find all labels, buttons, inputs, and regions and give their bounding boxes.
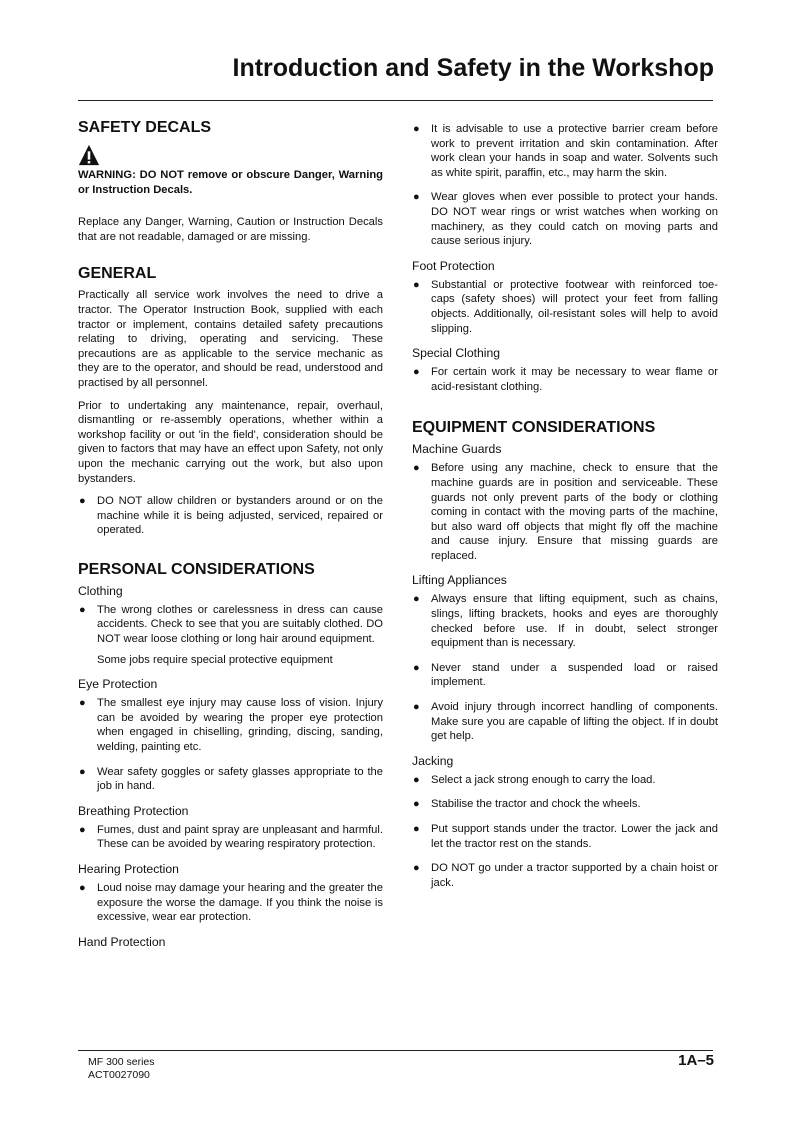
page-number: 1A–5 bbox=[678, 1052, 714, 1069]
safety-decals-heading: SAFETY DECALS bbox=[78, 119, 212, 136]
list-item: ● Stabilise the tractor and chock the wheels. bbox=[413, 798, 641, 811]
personal-considerations-heading: PERSONAL CONSIDERATIONS bbox=[78, 560, 315, 578]
special-clothing-bullets bbox=[412, 365, 718, 394]
hand-protection-heading: Hand Protection bbox=[78, 934, 166, 949]
list-item: ● Always ensure that lifting equipment, such as chains, slings, lifting brackets, hooks and eyes are thoroughly checked before use. If in doubt, select stronger equipment than is necessary. bbox=[413, 593, 718, 650]
list-item: ● Select a jack strong enough to carry the load. bbox=[413, 773, 656, 786]
special-clothing-heading: Special Clothing bbox=[412, 346, 501, 361]
list-item: ● Never stand under a suspended load or raised implement. bbox=[413, 661, 718, 689]
jacking-bullets bbox=[412, 773, 718, 891]
page-title: Introduction and Safety in the Workshop bbox=[232, 54, 714, 82]
safety-decals-warning: WARNING: DO NOT remove or obscure Danger, Warning or Instruction Decals. bbox=[78, 169, 383, 196]
list-item: ● Fumes, dust and paint spray are unpleasant and harmful. These can be avoided by wearing respiratory protection. bbox=[79, 823, 383, 851]
list-item: ● Wear safety goggles or safety glasses appropriate to the job in hand. bbox=[79, 765, 383, 793]
breathing-protection-heading: Breathing Protection bbox=[78, 803, 189, 818]
machine-guards-bullets bbox=[412, 461, 718, 563]
lifting-appliances-bullets bbox=[412, 592, 718, 743]
list-item: ● Put support stands under the tractor. Lower the jack and let the tractor rest on the stands. bbox=[413, 823, 718, 850]
foot-protection-heading: Foot Protection bbox=[412, 258, 495, 273]
footer-rule bbox=[78, 1050, 713, 1051]
hand-protection-bullets bbox=[412, 122, 718, 249]
hearing-protection-heading: Hearing Protection bbox=[78, 862, 179, 876]
list-item: ● DO NOT go under a tractor supported by a chain hoist or jack. bbox=[413, 862, 718, 889]
safety-decals-text: Replace any Danger, Warning, Caution or Instruction Decals that are not readable, damaged or are missing. bbox=[78, 216, 383, 243]
machine-guards-heading: Machine Guards bbox=[412, 442, 502, 457]
general-heading: GENERAL bbox=[78, 265, 157, 283]
lifting-appliances-heading: Lifting Appliances bbox=[412, 573, 507, 588]
left-column bbox=[78, 118, 383, 954]
clothing-heading: Clothing bbox=[78, 583, 123, 598]
hearing-protection-bullets bbox=[78, 881, 383, 925]
general-paragraph-2: Prior to undertaking any maintenance, repair, overhaul, dismantling or re-assembly operations, whether within a workshop facility or out 'in the field', consideration should be given to factors that may have an effect upon Safety, not only upon the mechanic carrying out the work, but also upon bystanders. bbox=[78, 399, 383, 485]
footer-left bbox=[88, 1056, 155, 1082]
eye-protection-heading: Eye Protection bbox=[78, 677, 158, 692]
list-item: ● Avoid injury through incorrect handling of components. Make sure you are capable of lifting the object. If in doubt get help. bbox=[413, 701, 718, 743]
list-item: ● DO NOT allow children or bystanders around or on the machine while it is being adjusted, serviced, repaired or operated. bbox=[79, 495, 383, 537]
right-column bbox=[412, 122, 718, 900]
list-item: ● The wrong clothes or carelessness in dress can cause accidents. Check to see that you are suitably clothed. DO NOT wear loose clothing or long hair around equipment. bbox=[79, 603, 383, 646]
general-paragraph-1: Practically all service work involves the need to drive a tractor. The Operator Instruction Book, supplied with each tractor or implement, contains detailed safety precautions relating to driving, operating and servicing. These precautions are as applicable to the service mechanic as they are to the operator, and should be read, understood and practised by all personnel. bbox=[78, 289, 383, 389]
breathing-protection-bullets bbox=[78, 823, 383, 852]
list-item: ● Loud noise may damage your hearing and the greater the exposure the worse the damage. If you think the noise is excessive, wear ear protection. bbox=[79, 882, 383, 924]
list-item: ● Wear gloves when ever possible to protect your hands. DO NOT wear rings or wrist watches when working on machinery, as they could catch on moving parts and cause serious injury. bbox=[413, 191, 718, 248]
jacking-heading: Jacking bbox=[412, 753, 454, 768]
footer-series: MF 300 series bbox=[88, 1056, 155, 1068]
warning-triangle-icon bbox=[78, 144, 100, 166]
header-rule bbox=[78, 100, 713, 101]
clothing-bullets bbox=[78, 603, 383, 647]
general-bullets bbox=[78, 494, 383, 538]
foot-protection-bullets bbox=[412, 278, 718, 336]
list-item: ● Before using any machine, check to ensure that the machine guards are in position and serviceable. These guards not only prevent parts of the body or clothing coming in contact with the moving parts of the machine, but also ward off objects that might fly off the machine and cause injury. Ensure that missing guards are replaced. bbox=[413, 462, 718, 562]
clothing-note: Some jobs require special protective equipment bbox=[97, 653, 333, 666]
footer-code: ACT0027090 bbox=[88, 1069, 150, 1081]
equipment-considerations-heading: EQUIPMENT CONSIDERATIONS bbox=[412, 419, 656, 437]
list-item: ● It is advisable to use a protective barrier cream before work to prevent irritation and skin contamination. After work clean your hands in soap and water. Solvents such as white spirit, paraffin, etc., may harm the skin. bbox=[413, 123, 718, 179]
list-item: ● For certain work it may be necessary to wear flame or acid-resistant clothing. bbox=[413, 366, 718, 393]
list-item: ● Substantial or protective footwear with reinforced toe-caps (safety shoes) will protect your feet from falling objects. Additionally, oil-resistant soles will help to avoid slipping. bbox=[413, 278, 718, 335]
eye-protection-bullets bbox=[78, 696, 383, 794]
list-item: ● The smallest eye injury may cause loss of vision. Injury can be avoided by wearing the proper eye protection when engaged in chiselling, grinding, discing, sanding, welding, painting etc. bbox=[79, 697, 383, 754]
